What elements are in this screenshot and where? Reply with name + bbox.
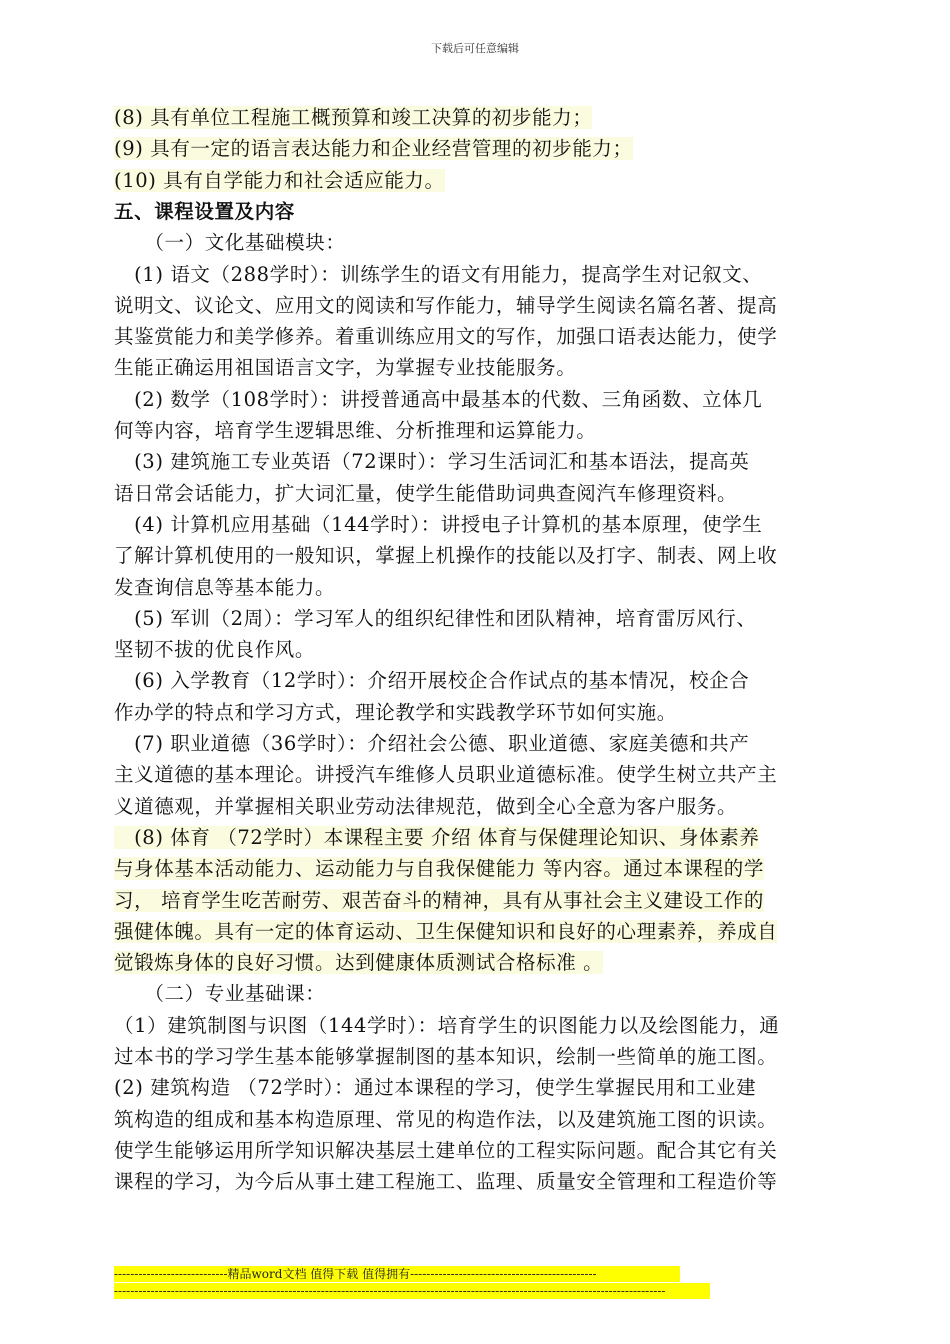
text-line-content: （一）文化基础模块： <box>114 231 346 255</box>
text-line <box>114 446 864 478</box>
text-line-content: (1) 语文（288学时）：训练学生的语文有用能力，提高学生对记叙文、 <box>114 262 763 286</box>
text-line <box>114 947 864 979</box>
text-line <box>114 822 864 854</box>
text-line-content: （1）建筑制图与识图（144学时）：培育学生的识图能力以及绘图能力，通 <box>114 1013 780 1037</box>
text-line-content: (2) 建筑构造 （72学时）：通过本课程的学习，使学生掌握民用和工业建 <box>114 1076 757 1100</box>
text-line-content: 作办学的特点和学习方式，理论教学和实践教学环节如何实施。 <box>114 700 677 724</box>
text-line-content: （二）专业基础课： <box>114 982 326 1006</box>
text-line-content: 过本书的学习学生基本能够掌握制图的基本知识，绘制一些简单的施工图。 <box>114 1045 778 1068</box>
text-line <box>114 133 864 165</box>
text-line <box>114 634 864 666</box>
text-line-content: 筑构造的组成和基本构造原理、常见的构造作法，以及建筑施工图的识读。 <box>114 1107 778 1131</box>
text-line <box>114 352 864 384</box>
text-line <box>114 1041 864 1073</box>
text-line-content: (6) 入学教育（12学时）：介绍开展校企合作试点的基本情况，校企合 <box>114 669 750 693</box>
text-line <box>114 759 864 791</box>
text-line-content: (9) 具有一定的语言表达能力和企业经营管理的初步能力； <box>114 137 633 161</box>
text-line-content: (2) 数学（108学时）：讲授普通高中最基本的代数、三角函数、立体几 <box>114 387 763 411</box>
text-line <box>114 916 864 948</box>
text-line-content: 其鉴赏能力和美学修养。着重训练应用文的写作，加强口语表达能力，使学 <box>114 325 778 349</box>
text-line-content: 义道德观，并掌握相关职业劳动法律规范，做到全心全意为客户服务。 <box>114 794 738 818</box>
text-line-content: (3) 建筑施工专业英语（72课时）：学习生活词汇和基本语法，提高英 <box>114 450 750 474</box>
text-line <box>114 791 864 823</box>
text-line-content: 与身体基本活动能力、运动能力与自我保健能力 等内容。通过本课程的学 <box>114 857 764 881</box>
text-line <box>114 572 864 604</box>
text-line-content: (4) 计算机应用基础（144学时）：讲授电子计算机的基本原理，使学生 <box>114 512 763 536</box>
text-line-content: 语日常会话能力，扩大词汇量，使学生能借助词典查阅汽车修理资料。 <box>114 481 738 505</box>
section-heading <box>114 196 864 228</box>
text-line <box>114 227 864 259</box>
text-line <box>114 1104 864 1136</box>
text-line <box>114 697 864 729</box>
text-line <box>114 1166 864 1198</box>
text-line <box>114 978 864 1010</box>
text-line-content: 说明文、议论文、应用文的阅读和写作能力，辅导学生阅读名篇名著、提高 <box>114 293 778 317</box>
text-line <box>114 102 864 134</box>
text-line-content: (8) 体育 （72学时）本课程主要 介绍 体育与保健理论知识、身体素养 <box>114 825 760 849</box>
text-line-content: 主义道德的基本理论。讲授汽车维修人员职业道德标准。使学生树立共产主 <box>114 763 778 787</box>
text-line-content: 课程的学习，为今后从事土建工程施工、监理、质量安全管理和工程造价等 <box>114 1170 778 1194</box>
text-line <box>114 415 864 447</box>
text-line-content: (10) 具有自学能力和社会适应能力。 <box>114 168 445 192</box>
text-line-content: 生能正确运用祖国语言文字，为掌握专业技能服务。 <box>114 356 577 380</box>
text-line-content: (5) 军训（2周）：学习军人的组织纪律性和团队精神，培育雷厉风行、 <box>114 606 757 630</box>
text-line <box>114 509 864 541</box>
text-line <box>114 384 864 416</box>
text-line-content: (7) 职业道德（36学时）：介绍社会公德、职业道德、家庭美德和共产 <box>114 732 750 755</box>
text-line <box>114 290 864 322</box>
text-line <box>114 165 864 197</box>
footer-banner-line-2: ---------------------------------------------------------------------------------------------------------------------------------------- <box>114 1283 710 1299</box>
text-line <box>114 728 864 760</box>
footer-banner-line-1: ----------------------------精品word文档 值得下载 值得拥有---------------------------------------------- <box>114 1266 680 1282</box>
text-line <box>114 540 864 572</box>
text-line-content: 坚韧不拔的优良作风。 <box>114 638 316 662</box>
text-line <box>114 1010 864 1042</box>
text-line-content: (8) 具有单位工程施工概预算和竣工决算的初步能力； <box>114 106 593 129</box>
text-line-content: 发查询信息等基本能力。 <box>114 575 336 599</box>
text-line-content: 五、课程设置及内容 <box>114 199 295 223</box>
text-line <box>114 665 864 697</box>
text-line-content: 使学生能够运用所学知识解决基层土建单位的工程实际问题。配合其它有关 <box>114 1138 778 1162</box>
page-header: 下载后可任意编辑 <box>431 42 519 55</box>
text-line <box>114 478 864 510</box>
text-line-content: 强健体魄。具有一定的体育运动、卫生保健知识和良好的心理素养，养成自 <box>114 919 778 943</box>
text-line <box>114 853 864 885</box>
text-line <box>114 603 864 635</box>
text-line <box>114 1072 864 1104</box>
text-line <box>114 885 864 917</box>
text-line <box>114 1135 864 1167</box>
text-line-content: 何等内容，培育学生逻辑思维、分析推理和运算能力。 <box>114 419 597 442</box>
text-line <box>114 321 864 353</box>
text-line-content: 习， 培育学生吃苦耐劳、艰苦奋斗的精神，具有从事社会主义建设工作的 <box>114 888 764 912</box>
text-line-content: 觉锻炼身体的良好习惯。达到健康体质测试合格标准 。 <box>114 951 604 975</box>
text-line <box>114 259 864 291</box>
text-line-content: 了解计算机使用的一般知识，掌握上机操作的技能以及打字、制表、网上收 <box>114 544 778 568</box>
